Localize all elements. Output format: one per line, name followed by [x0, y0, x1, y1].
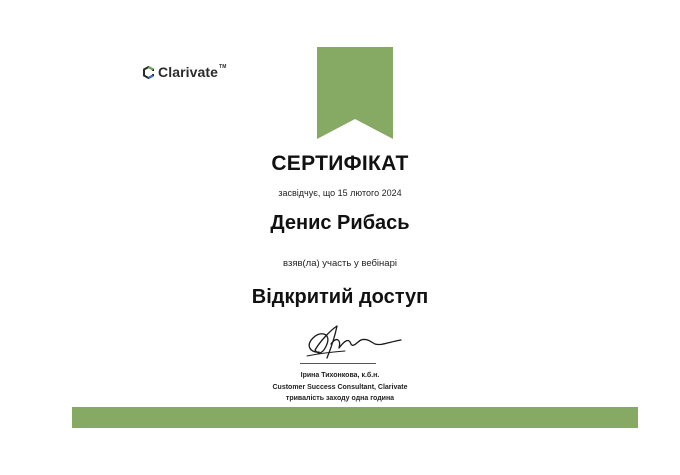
certifies-date-line: засвідчує, що 15 лютого 2024 — [278, 188, 402, 198]
signer-name: Ірина Тихонкова, к.б.н. — [300, 372, 380, 379]
handwritten-signature — [297, 322, 407, 364]
green-ribbon-banner — [317, 47, 393, 139]
footer-green-bar — [72, 407, 638, 428]
clarivate-logo-icon — [142, 66, 155, 79]
signer-position: Customer Success Consultant, Clarivate — [272, 383, 408, 391]
clarivate-logo — [142, 64, 226, 80]
event-duration: тривалість заходу одна година — [285, 395, 395, 402]
webinar-title: Відкритий доступ — [251, 286, 429, 308]
participation-line: взяв(ла) участь у вебінарі — [283, 258, 397, 269]
signer-block — [0, 370, 680, 405]
certificate-title: СЕРТИФІКАТ — [271, 152, 409, 175]
recipient-name: Денис Рибась — [270, 212, 410, 234]
signature-line — [300, 363, 376, 364]
logo-wordmark: Clarivate™ — [158, 64, 227, 80]
